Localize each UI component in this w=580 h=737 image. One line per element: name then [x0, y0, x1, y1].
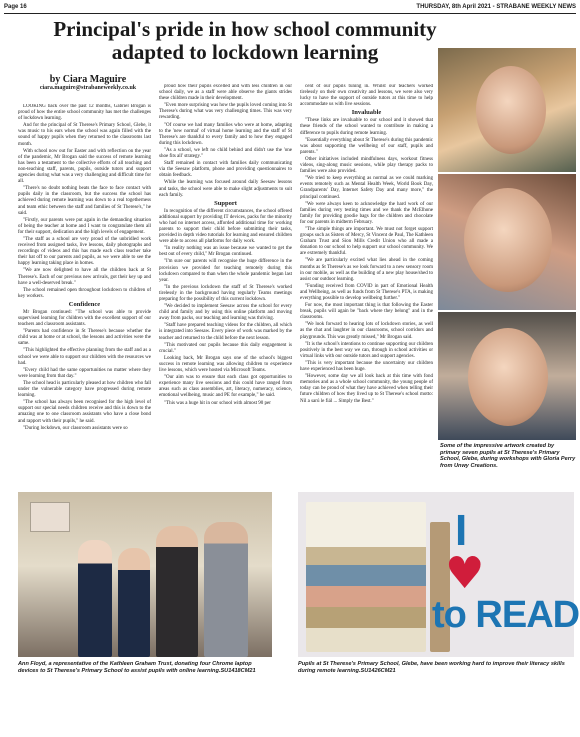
paragraph: The school remained open throughout lockdown to children of key workers.	[18, 287, 151, 299]
paragraph: "As a school, we left no child behind and didn't use the 'one shoe fits all' strategy."	[159, 147, 292, 160]
page-header	[4, 2, 576, 14]
paragraph: While the learning was focused around daily Seesaw lessons and tasks, the school were able to make slight adjustments to suit each family.	[159, 180, 292, 198]
artwork-portrait	[476, 66, 546, 154]
artwork-portrait	[468, 328, 548, 426]
paragraph: "Staff have prepared teaching videos for the children, all which is integrated into Seesaw. Every piece of work was marked by the teacher and returned to the child before the next lesson.	[159, 323, 292, 341]
paragraph: The school head is particularly pleased at how children who fall under the vulnerable category have progressed during remote learning.	[18, 380, 151, 399]
paragraph: "We tried to keep everything as normal as we could marking events remotely such as Mental Health Week, World Book Day, Grandparents' Day, Internet Safety Day and many more," the principal continued.	[300, 176, 433, 200]
subhead-invaluable: Invaluable	[351, 109, 382, 117]
paragraph: Mr Brogan continued: "The school was able to provide supervised learning for children with the excellent support of our teachers and classroom assistants.	[18, 309, 151, 328]
paragraph: "This was a huge hit in our school with almost 90 per	[164, 400, 271, 406]
paragraph: "The simple things are important. We must not forget support groups such as Sisters of Mercy, St Vincent de Paul, The Kathleen Graham Trust and Sion Mills Credit Union who all made a donation to our school to help support our school community. We are extremely thankful.	[300, 226, 433, 257]
paragraph: cent of our pupils tuning in. Whilst our teachers worked tirelessly on their own creativity and lessons, we were also very lucky to have the support of outside tutors at this time to help accommodate us with live sessions.	[300, 84, 433, 108]
paragraph: In recognition of the different circumstances, the school offered additional support by providing IT devices, packs for the minority who had no internet access, afforded additional time for working parents to support their child before submitting their tasks, provided in depth video tutorials for learning and ensured children were able to access all platforms for daily work.	[159, 208, 292, 245]
paragraph: LOOKING back over the past 12 months, Gabriel Brogan is proud of how the entire school community has met the challenges of lockdown learning.	[18, 104, 151, 122]
page-number: Page 16	[4, 4, 27, 10]
paragraph: "Our aim was to ensure that each class got opportunities to experience many live sessions and this could have ranged from areas such as class assemblies, art, literacy, numeracy, science, emotional wellbeing, music and PE for example," he said.	[159, 375, 292, 399]
paragraph: For now, the most important thing is that following the Easter break, pupils will again be "back where they belong" and in the classrooms.	[300, 303, 433, 321]
adult-figure	[204, 522, 248, 657]
poster-text-i: I	[455, 506, 468, 555]
paragraph: "Of course we had many families who were at home, adapting to the 'new normal' of virtual home learning and the staff of St Therese's are thankful to every family and to how they engaged during this lockdown.	[159, 122, 292, 146]
paragraph: "It is the school's intentions to continue supporting our children positively in the best way we can, through in school activities or virtual links with our outside tutors and support agencies.	[300, 341, 433, 359]
adult-figure	[156, 526, 198, 657]
reading-caption: Pupils at St Therese's Primary School, Glebe, have been working hard to improve their literacy skills during remote learning.SU1426CM21	[298, 661, 565, 674]
paragraph: "There's no doubt nothing beats the face to face contact with pupils daily in the classroom, but the success the school has achieved during remote learning was down to a real togetherness and team ethic between the staff and families of St Therese's," he said.	[18, 186, 151, 216]
paragraph: "We are particularly excited what lies ahead in the coming months as St Therese's as we look forward to a new sensory room in our mobile, as well as the building of a new play house/shed to assist our outdoor learning.	[300, 258, 433, 282]
subhead-confidence: Confidence	[68, 300, 101, 308]
paragraph: "This highlighted the effective planning from the staff and as a school we were able to support our children with the resources we had.	[18, 348, 151, 366]
paragraph: proud how their pupils excelled and with less children in our school daily, we as a staff were able observe the giants strides these children made in their development.	[159, 84, 292, 102]
pupil-figure	[78, 540, 112, 657]
article-column-1	[18, 104, 151, 480]
paragraph: "Firstly, our parents were put again in the demanding situation of being the teacher at home and I want to congratulate them all for their support, dedication and the high levels of engagement.	[18, 217, 151, 235]
paragraph: Looking back, Mr Brogan says one of the school's biggest success in remote learning was allowing children to experience live lessons, which were hosted via Microsoft Teams.	[159, 355, 292, 374]
running-head: THURSDAY, 8th April 2021 - STRABANE WEEKLY NEWS	[416, 4, 576, 10]
paragraph: "During lockdown, our classroom assistants were so	[23, 425, 128, 431]
paragraph: "These links are invaluable to our school and it showed that these friends of the school wanted to contribute in making a difference to pupils during remote learning.	[300, 118, 433, 136]
wall-frame	[30, 502, 70, 532]
paragraph: And for the principal of St Therese's Primary School, Glebe, it was music to his ears when the school was again filled with the sound of happy pupils when they returned to the classrooms last month.	[18, 123, 151, 147]
paragraph: With school now out for Easter and with reflection on the year of the pandemic, Mr Brogan said the success of remote learning has been a testament to the collective efforts of all teaching and non-teaching staff, parents, pupils, outside tutors and support agencies during what was a very challenging and difficult time for all.	[18, 148, 151, 185]
article-column-2	[159, 84, 292, 480]
paragraph: "However, some day we all look back at this time with fond memories and as a whole school community, the young people of today can be proud of what they have achieved when telling their future children of how they lived up to St Therese's school motto: Nil a sarú le fiál ... Simply the Best."	[300, 374, 433, 404]
donation-photo	[18, 492, 272, 657]
paragraph: "We look forward to hearing lots of lockdown stories, as well as the chat and laughter in our classrooms, school corridors and playgrounds. This was greatly missed," Mr Brogan said.	[300, 322, 433, 340]
artwork-caption: Some of the impressive artwork created by primary seven pupils at St Therese's Primary School, Glebe, during workshops with Gloria Perry from Unwy Creations.	[440, 443, 576, 469]
paragraph: Other initiatives included mindfulness days, workout fitness videos, sing-along music sessions, while play therapy packs to families were also provided.	[300, 156, 433, 175]
artwork-portrait	[464, 188, 552, 292]
byline	[28, 74, 148, 91]
artwork-photo-3	[438, 312, 576, 440]
paragraph: "Essentially everything about St Therese's during this pandemic was about supporting the wellbeing of our staff, pupils and parents."	[300, 137, 433, 155]
byline-email: ciara.maguire@strabaneweekly.co.uk	[39, 85, 137, 91]
book-stack	[306, 502, 426, 652]
paragraph: "Parents had confidence in St Therese's because whether the child was at home or at school, the lessons and activities were the same.	[18, 329, 151, 347]
artwork-photo-2	[438, 174, 576, 310]
paragraph: "This motivated our pupils because this daily engagement is crucial."	[159, 342, 292, 354]
paragraph: "This is very important because the uncertainty our children have experienced has been huge.	[300, 360, 433, 373]
pupil-figure	[118, 548, 150, 657]
byline-author: by Ciara Maguire	[49, 74, 127, 85]
paragraph: "We decided to implement Seesaw across the school for every child and family and by using this online platform and moving away from packs, our teaching and learning was thriving.	[159, 304, 292, 322]
paragraph: "Funding received from COVID in part of Emotional Health and Wellbeing, as well as funds from St Therese's PTA, is making everything possible to develop wellbeing further."	[300, 283, 433, 301]
paragraph: "I'm sure our parents will recognise the huge difference in the provision we provided for teaching remotely during this lockdown compared to than when the whole pandemic began last year.	[159, 259, 292, 283]
paragraph: "In reality nothing was an issue because we wanted to get the best out of every child," Mr Brogan continued.	[159, 246, 292, 258]
poster-text-to-read: to READ	[432, 594, 580, 636]
paragraph: "Even more surprising was how the pupils loved coming into St Therese's during what was very challenging times. This was very rewarding.	[159, 103, 292, 121]
heart-icon: ♥	[445, 548, 485, 599]
paragraph: "Every child had the same opportunities no matter where they were learning from that day."	[18, 367, 151, 379]
article-column-3	[300, 84, 433, 480]
paragraph: "In the previous lockdown the staff of St Therese's worked tirelessly in the background having regularly Teams meetings preparing for the possibility of this current lockdown.	[159, 284, 292, 302]
paragraph: "We are now delighted to have all the children back at St Therese's. Each of our previous new arrivals, got their key up and have a well-deserved break."	[18, 268, 151, 286]
paragraph: "The school has always been recognised for the high level of support our special needs children receive and this is down to the amazing one to one classroom assistants who have a close bond and rapport with their pupils," he said.	[18, 400, 151, 424]
subhead-support: Support	[214, 199, 237, 207]
paragraph: "We were always keen to acknowledge the hard work of our families during very testing times and we thank the McElhone family for providing goodie bags for the children and chocolate for our parents in midterm February.	[300, 201, 433, 225]
paragraph: "The staff as a school are very proud of the unbridled work received from assigned tasks, live lessons, daily photographs and recordings of videos and this has made each class teacher take their hat off to our parents and pupils, as we were able to see the happy learning taking place in homes.	[18, 236, 151, 267]
artwork-photo-1	[438, 48, 576, 172]
donation-caption: Ann Floyd, a representative of the Kathleen Graham Trust, donating four Chrome laptop devices to St Therese's Primary School to assist pupils with online learning.SU1418CM21	[18, 661, 256, 674]
headline: Principal's pride in how school community adapted to lockdown learning	[53, 17, 437, 64]
paragraph: Staff remained in contact with families daily communicating via the Seesaw platform, phone and providing questionnaires to obtain feedback.	[159, 161, 292, 179]
